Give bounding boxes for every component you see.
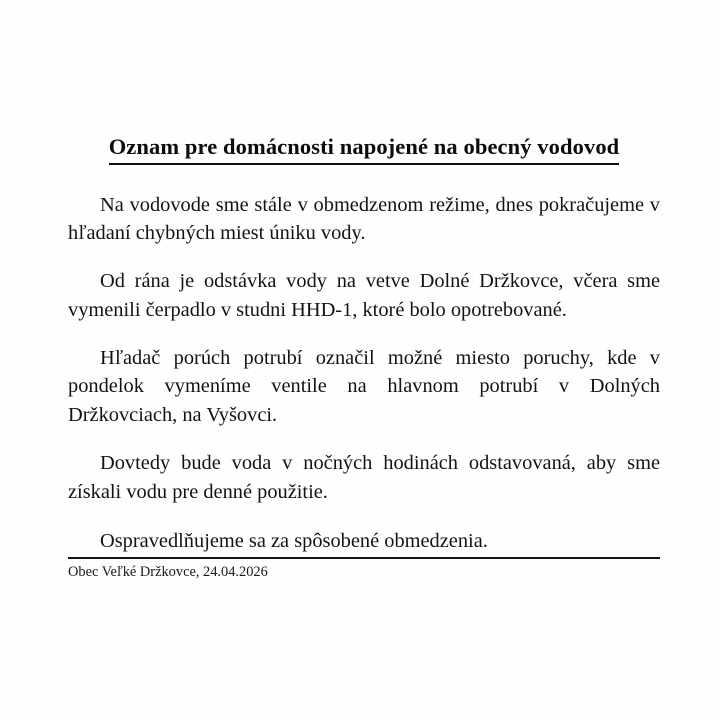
paragraph-2: Od rána je odstávka vody na vetve Dolné Držkovce, včera sme vymenili čerpadlo v studni HHD-1, ktoré bolo opotrebované. <box>68 270 660 321</box>
signature-line: Obec Veľké Držkovce, 24.04.2026 <box>68 563 268 580</box>
paragraph-3: Hľadač porúch potrubí označil možné miesto poruchy, kde v pondelok vymeníme ventile na hlavnom potrubí v Dolných Držkovciach, na Vyšovci. <box>68 346 660 427</box>
closing-apology-line: Ospravedlňujeme sa za spôsobené obmedzenia. <box>100 530 488 553</box>
page-title-text: Oznam pre domácnosti napojené na obecný vodovod <box>109 134 620 165</box>
document-content <box>68 0 660 582</box>
paragraph-4: Dovtedy bude voda v nočných hodinách odstavovaná, aby sme získali vodu pre denné použitie. <box>68 451 660 503</box>
page-title <box>68 0 660 165</box>
footer-divider <box>68 557 660 559</box>
paragraph-1: Na vodovode sme stále v obmedzenom režime, dnes pokračujeme v hľadaní chybných miest úniku vody. <box>68 193 660 245</box>
document-body <box>68 191 660 555</box>
